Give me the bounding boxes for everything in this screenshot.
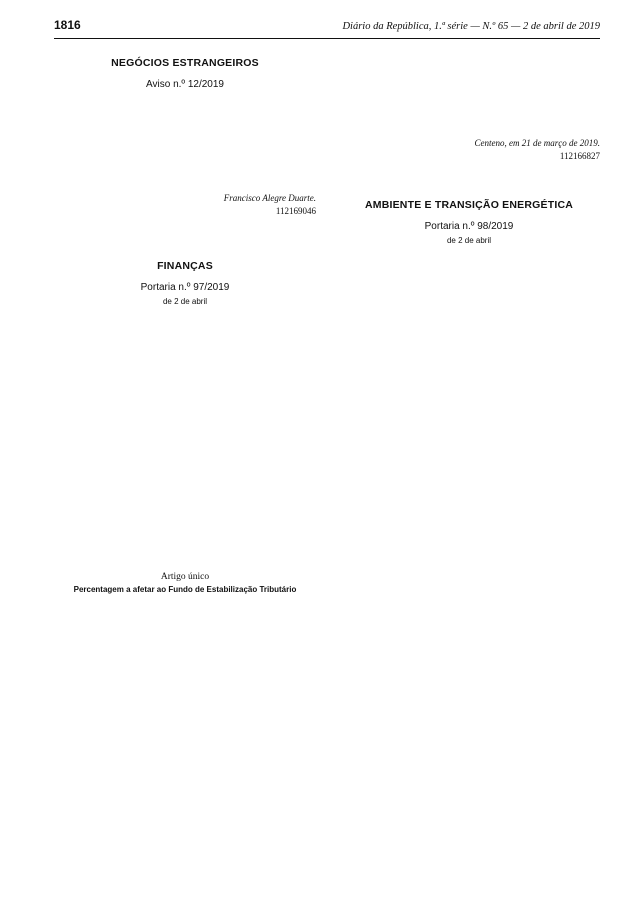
article-title: Artigo único	[160, 572, 210, 582]
section-title-financas: FINANÇAS	[157, 260, 213, 272]
notice-title-aviso: Aviso n.º 12/2019	[146, 79, 224, 90]
running-head	[54, 18, 600, 39]
notice-title-portaria-97: Portaria n.º 97/2019	[140, 282, 230, 293]
two-column-body	[54, 53, 600, 600]
unread-text-area	[338, 251, 600, 371]
unread-text-area	[54, 312, 316, 562]
notice-date-portaria-97: de 2 de abril	[162, 297, 208, 306]
signature-date: Centeno, em 21 de março de 2019.	[474, 138, 600, 148]
section-title-negocios: NEGÓCIOS ESTRANGEIROS	[111, 57, 259, 69]
notice-date-portaria-98: de 2 de abril	[446, 236, 492, 245]
section-title-ambiente: AMBIENTE E TRANSIÇÃO ENERGÉTICA	[364, 199, 574, 211]
journal-line: Diário da República, 1.ª série — N.º 65 — 2 de abril de 2019	[342, 21, 600, 32]
unread-text-area	[54, 94, 316, 186]
ref-number-negocios: 112169046	[275, 206, 316, 216]
signature-financas	[338, 137, 600, 149]
article-subtitle: Percentagem a afetar ao Fundo de Estabilização Tributário	[73, 585, 297, 594]
ref-number-financas: 112166827	[559, 151, 600, 161]
left-column	[54, 53, 316, 600]
notice-title-portaria-98: Portaria n.º 98/2019	[424, 221, 514, 232]
signature-name: Francisco Alegre Duarte.	[223, 193, 316, 203]
right-column	[338, 53, 600, 600]
signature-negocios	[54, 192, 316, 204]
unread-text-area	[338, 53, 600, 131]
page-number: 1816	[54, 18, 81, 32]
